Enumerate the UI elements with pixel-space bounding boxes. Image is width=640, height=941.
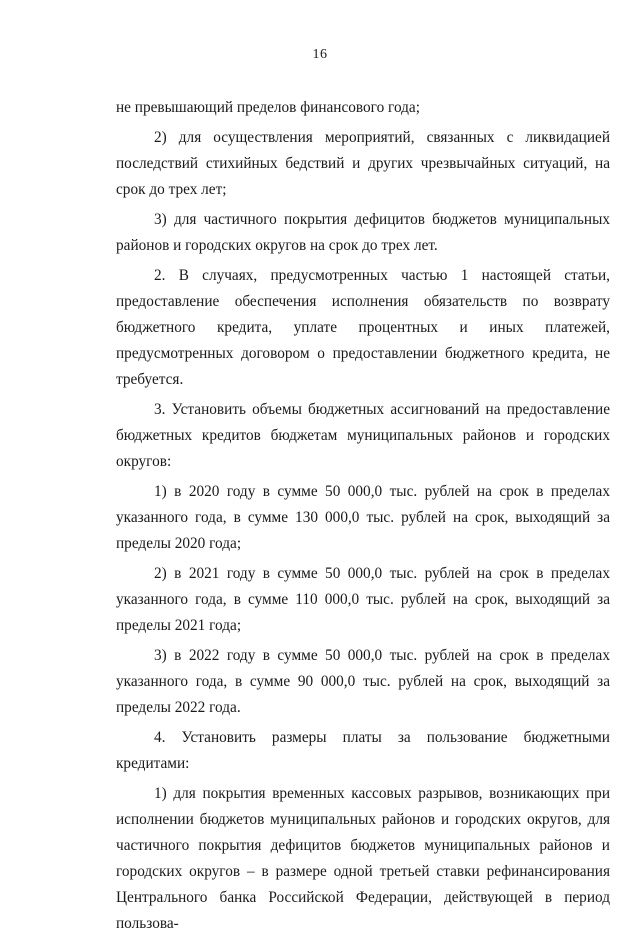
paragraph-fee-item-1: 1) для покрытия временных кассовых разрывов, возникающих при исполнении бюджетов муниципальных районов и городских округов, для частичного покрытия дефицитов бюджетов муниципальных районов и городских округов – в размере одной третьей ставки рефинансирования Центрального банка Российской Федерации, действующей в период пользова- [116,785,610,932]
page-number: 16 [312,47,328,62]
paragraph-continuation: не превышающий пределов финансового года; [116,99,420,116]
document-body [116,95,610,941]
paragraph-section-3: 3. Установить объемы бюджетных ассигнований на предоставление бюджетных кредитов бюджетам муниципальных районов и городских округов: [116,401,610,470]
paragraph-item-2-disaster: 2) для осуществления мероприятий, связанных с ликвидацией последствий стихийных бедствий и других чрезвычайных ситуаций, на срок до трех лет; [116,129,610,198]
paragraph-item-3-deficit: 3) для частичного покрытия дефицитов бюджетов муниципальных районов и городских округов на срок до трех лет. [116,211,610,254]
paragraph-section-2: 2. В случаях, предусмотренных частью 1 настоящей статьи, предоставление обеспечения исполнения обязательств по возврату бюджетного кредита, уплате процентных и иных платежей, предусмотренных договором о предоставлении бюджетного кредита, не требуется. [116,267,610,388]
paragraph-2020-allocation: 1) в 2020 году в сумме 50 000,0 тыс. рублей на срок в пределах указанного года, в сумме 130 000,0 тыс. рублей на срок, выходящий за пределы 2020 года; [116,483,610,552]
paragraph-2021-allocation: 2) в 2021 году в сумме 50 000,0 тыс. рублей на срок в пределах указанного года, в сумме 110 000,0 тыс. рублей на срок, выходящий за пределы 2021 года; [116,565,610,634]
paragraph-section-4: 4. Установить размеры платы за пользование бюджетными кредитами: [116,729,610,772]
paragraph-2022-allocation: 3) в 2022 году в сумме 50 000,0 тыс. рублей на срок в пределах указанного года, в сумме 90 000,0 тыс. рублей на срок, выходящий за пределы 2022 года. [116,647,610,716]
